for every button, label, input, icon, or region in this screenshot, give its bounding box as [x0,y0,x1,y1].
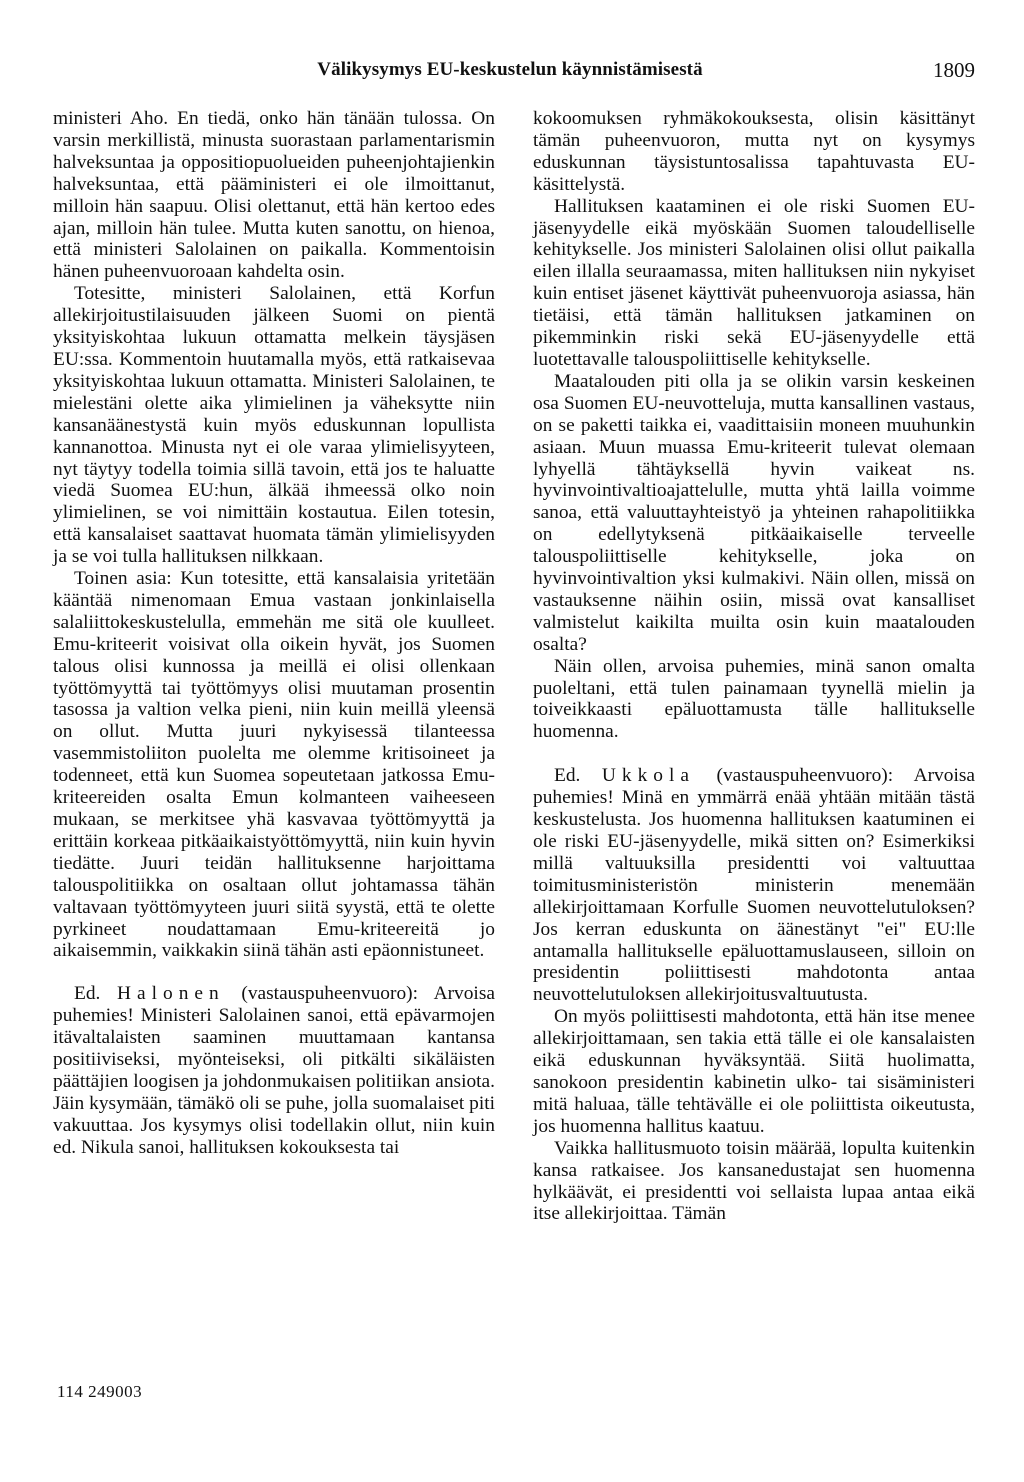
paragraph: Vaikka hallitusmuoto toisin määrää, lopulta kuitenkin kansa ratkaisee. Jos kansanedustajat sen huomenna hylkäävät, ei presidentti voi sellaista lupaa antaa eikä itse allekirjoittaa. Tämän [533,1137,975,1225]
paragraph: On myös poliittisesti mahdotonta, että hän itse menee allekirjoittamaan, sen takia että tälle ei ole kansalaisten eikä eduskunnan hyväksyntää. Siitä huolimatta, sanokoon presidentin kabinetin ulko- tai sisäministeri mitä haluaa, tälle tehtävälle ei ole poliittista oikeutusta, jos huomenna hallitus kaatuu. [533,1006,975,1137]
right-column [533,108,975,1225]
paragraph: Totesitte, ministeri Salolainen, että Korfun allekirjoitustilaisuuden jälkeen Suomi on pientä yksityiskohtaa lukuun ottamatta melkein täysjäsen EU:ssa. Kommentoin huutamalla myös, että ratkaisevaa yksityiskohtaa lukuun ottamatta. Ministeri Salolainen, te mielestäni olette aika ylimielinen ja väheksytte niin kansanäänestystä kuin myös eduskunnan lopullista kannanottoa. Minusta nyt ei ole varaa ylimielisyyteen, nyt täytyy todella toimia sillä tavoin, että jos te haluatte viedä Suomea EU:hun, älkää ihmeessä olko noin ylimielinen, se voi nimittäin kostautua. Eilen totesin, että kansalaiset saattavat huomata tämän ylimielisyyden ja se voi tulla hallituksen nilkkaan. [53,283,495,568]
speaker-paragraph [53,983,495,1158]
speaker-name: Ukkola [601,765,695,787]
left-column [53,108,495,1159]
speaker-prefix: Ed. [74,983,101,1005]
paragraph: Hallituksen kaataminen ei ole riski Suomen EU-jäsenyydelle eikä myöskään Suomen taloudelliselle kehitykselle. Jos ministeri Salolainen olisi ollut paikalla eilen illalla seuraamassa, miten hallituksen niin nykyiset kuin entiset jäsenet käyttivät puheenvuoroja asiassa, hän tietäisi, että tämän hallituksen jatkaminen on pikemminkin riski sekä EU-jäsenyydelle että luotettavalle talouspoliittiselle kehitykselle. [533,195,975,370]
running-title: Välikysymys EU-keskustelun käynnistämisestä [317,59,703,80]
paragraph: Näin ollen, arvoisa puhemies, minä sanon omalta puoleltani, että tulen painamaan tyynellä mielin ja toiveikkaasti epäluottamusta tälle hallitukselle huomenna. [533,655,975,743]
paragraph: Maatalouden piti olla ja se olikin varsin keskeinen osa Suomen EU-neuvotteluja, mutta kansallinen vastaus, on se paketti taikka ei, vaadittaisiin moneen muuhunkin asiaan. Muun muassa Emu-kriteerit tulevat olemaan lyhyellä tähtäyksellä hyvin vaikeat ns. hyvinvointivaltioajattelulle, mutta yhtä lailla voimme sanoa, että valuuttayhteistyö ja yhteinen rahapolitiikka on edellytyksenä pitkäaikaiselle terveelle talouspoliittiselle kehitykselle, joka on hyvinvointivaltion yksi kulmakivi. Näin ollen, missä on vastauksenne näihin osiin, missä ovat kansalliset valmistelut kaikilta muilta osin kuin maatalouden osalta? [533,370,975,655]
footer-print-code: 114 249003 [57,1382,143,1401]
speaker-text: Arvoisa puhemies! Ministeri Salolainen sanoi, että epävarmojen itävaltalaisten saaminen muuttamaan kantansa positiiviseksi, myönteiseksi, oli pitkälti sikäläisten päättäjien loogisen ja johdonmukaisen politiikan ansiota. Jäin kysymään, tämäkö oli se puhe, jolla suomalaiset piti vakuuttaa. Jos kysymys olisi todellakin ollut, niin kuin ed. Nikula sanoi, hallituksen kokouksesta tai [53,983,495,1158]
speaker-prefix: Ed. [554,765,581,787]
paragraph: kokoomuksen ryhmäkokouksesta, olisin käsittänyt tämän puheenvuoron, mutta nyt on kysymys eduskunnan täysistuntosalissa tapahtuvasta EU-käsittelystä. [533,108,975,195]
paragraph: ministeri Aho. En tiedä, onko hän tänään tulossa. On varsin merkillistä, minusta suorastaan parlamentarismin halveksuntaa ja oppositiopuolueiden puheenjohtajienkin halveksuntaa, että pääministeri ei ole ilmoittanut, milloin hän saapuu. Olisi olettanut, että hän kertoo edes ajan, milloin hän tulee. Mutta kuten sanottu, on hienoa, että ministeri Salolainen on paikalla. Kommentoisin hänen puheenvuoroaan kahdelta osin. [53,108,495,283]
paragraph: Toinen asia: Kun totesitte, että kansalaisia yritetään kääntää nimenomaan Emua vastaan jonkinlaisella salaliittokeskustelulla, emmehän me sitä ole kuulleet. Emu-kriteerit voisivat olla oikein hyvät, jos Suomen talous olisi kunnossa ja meillä ei olisi ollenkaan työttömyyttä tai työttömyys olisi muutaman prosentin tasossa ja valtion velka pieni, niin kuin meillä yleensä on ollut. Mutta juuri nykyisessä tilanteessa vasemmistoliiton puolelta me olemme kritisoineet ja todenneet, että kun Suomea sopeutetaan jatkossa Emu-kriteereiden osalta Emun kolmanteen vaiheeseen mukaan, se merkitsee yhä kasvavaa työttömyyttä ja erittäin korkeaa pitkäaikaistyöttömyyttä, niin kuin hyvin tiedätte. Juuri teidän hallituksenne harjoittama talouspolitiikka on osaltaan ollut johtamassa tähän valtavaan työttömyyteen juuri siitä syystä, että te olette pyrkineet noudattamaan Emu-kriteereitä jo aikaisemmin, vaikkakin siinä tähän asti epäonnistuneet. [53,568,495,962]
running-header [0,57,1024,83]
speaker-note: (vastauspuheenvuoro): [716,765,894,787]
speaker-note: (vastauspuheenvuoro): [241,983,418,1005]
speaker-text: Arvoisa puhemies! Minä en ymmärrä enää yhtään mitään tästä keskustelusta. Jos huomenna hallituksen kaatuminen ei ole riski EU-jäsenyydelle, mikä sitten on? Esimerkiksi millä valtuuksilla presidentti voi valtuuttaa toimitusministeristön ministerin menemään allekirjoittamaan Korfulle Suomen neuvottelutuloksen? Jos kerran eduskunta on äänestänyt "ei" EU:lle antamalla hallitukselle epäluottamuslauseen, silloin on presidentin poliittisesti mahdotonta antaa neuvottelutuloksen allekirjoitusvaltuutusta. [533,765,975,1006]
page-number: 1809 [933,58,975,82]
speaker-paragraph [533,765,975,1006]
speaker-name: Halonen [117,983,225,1005]
